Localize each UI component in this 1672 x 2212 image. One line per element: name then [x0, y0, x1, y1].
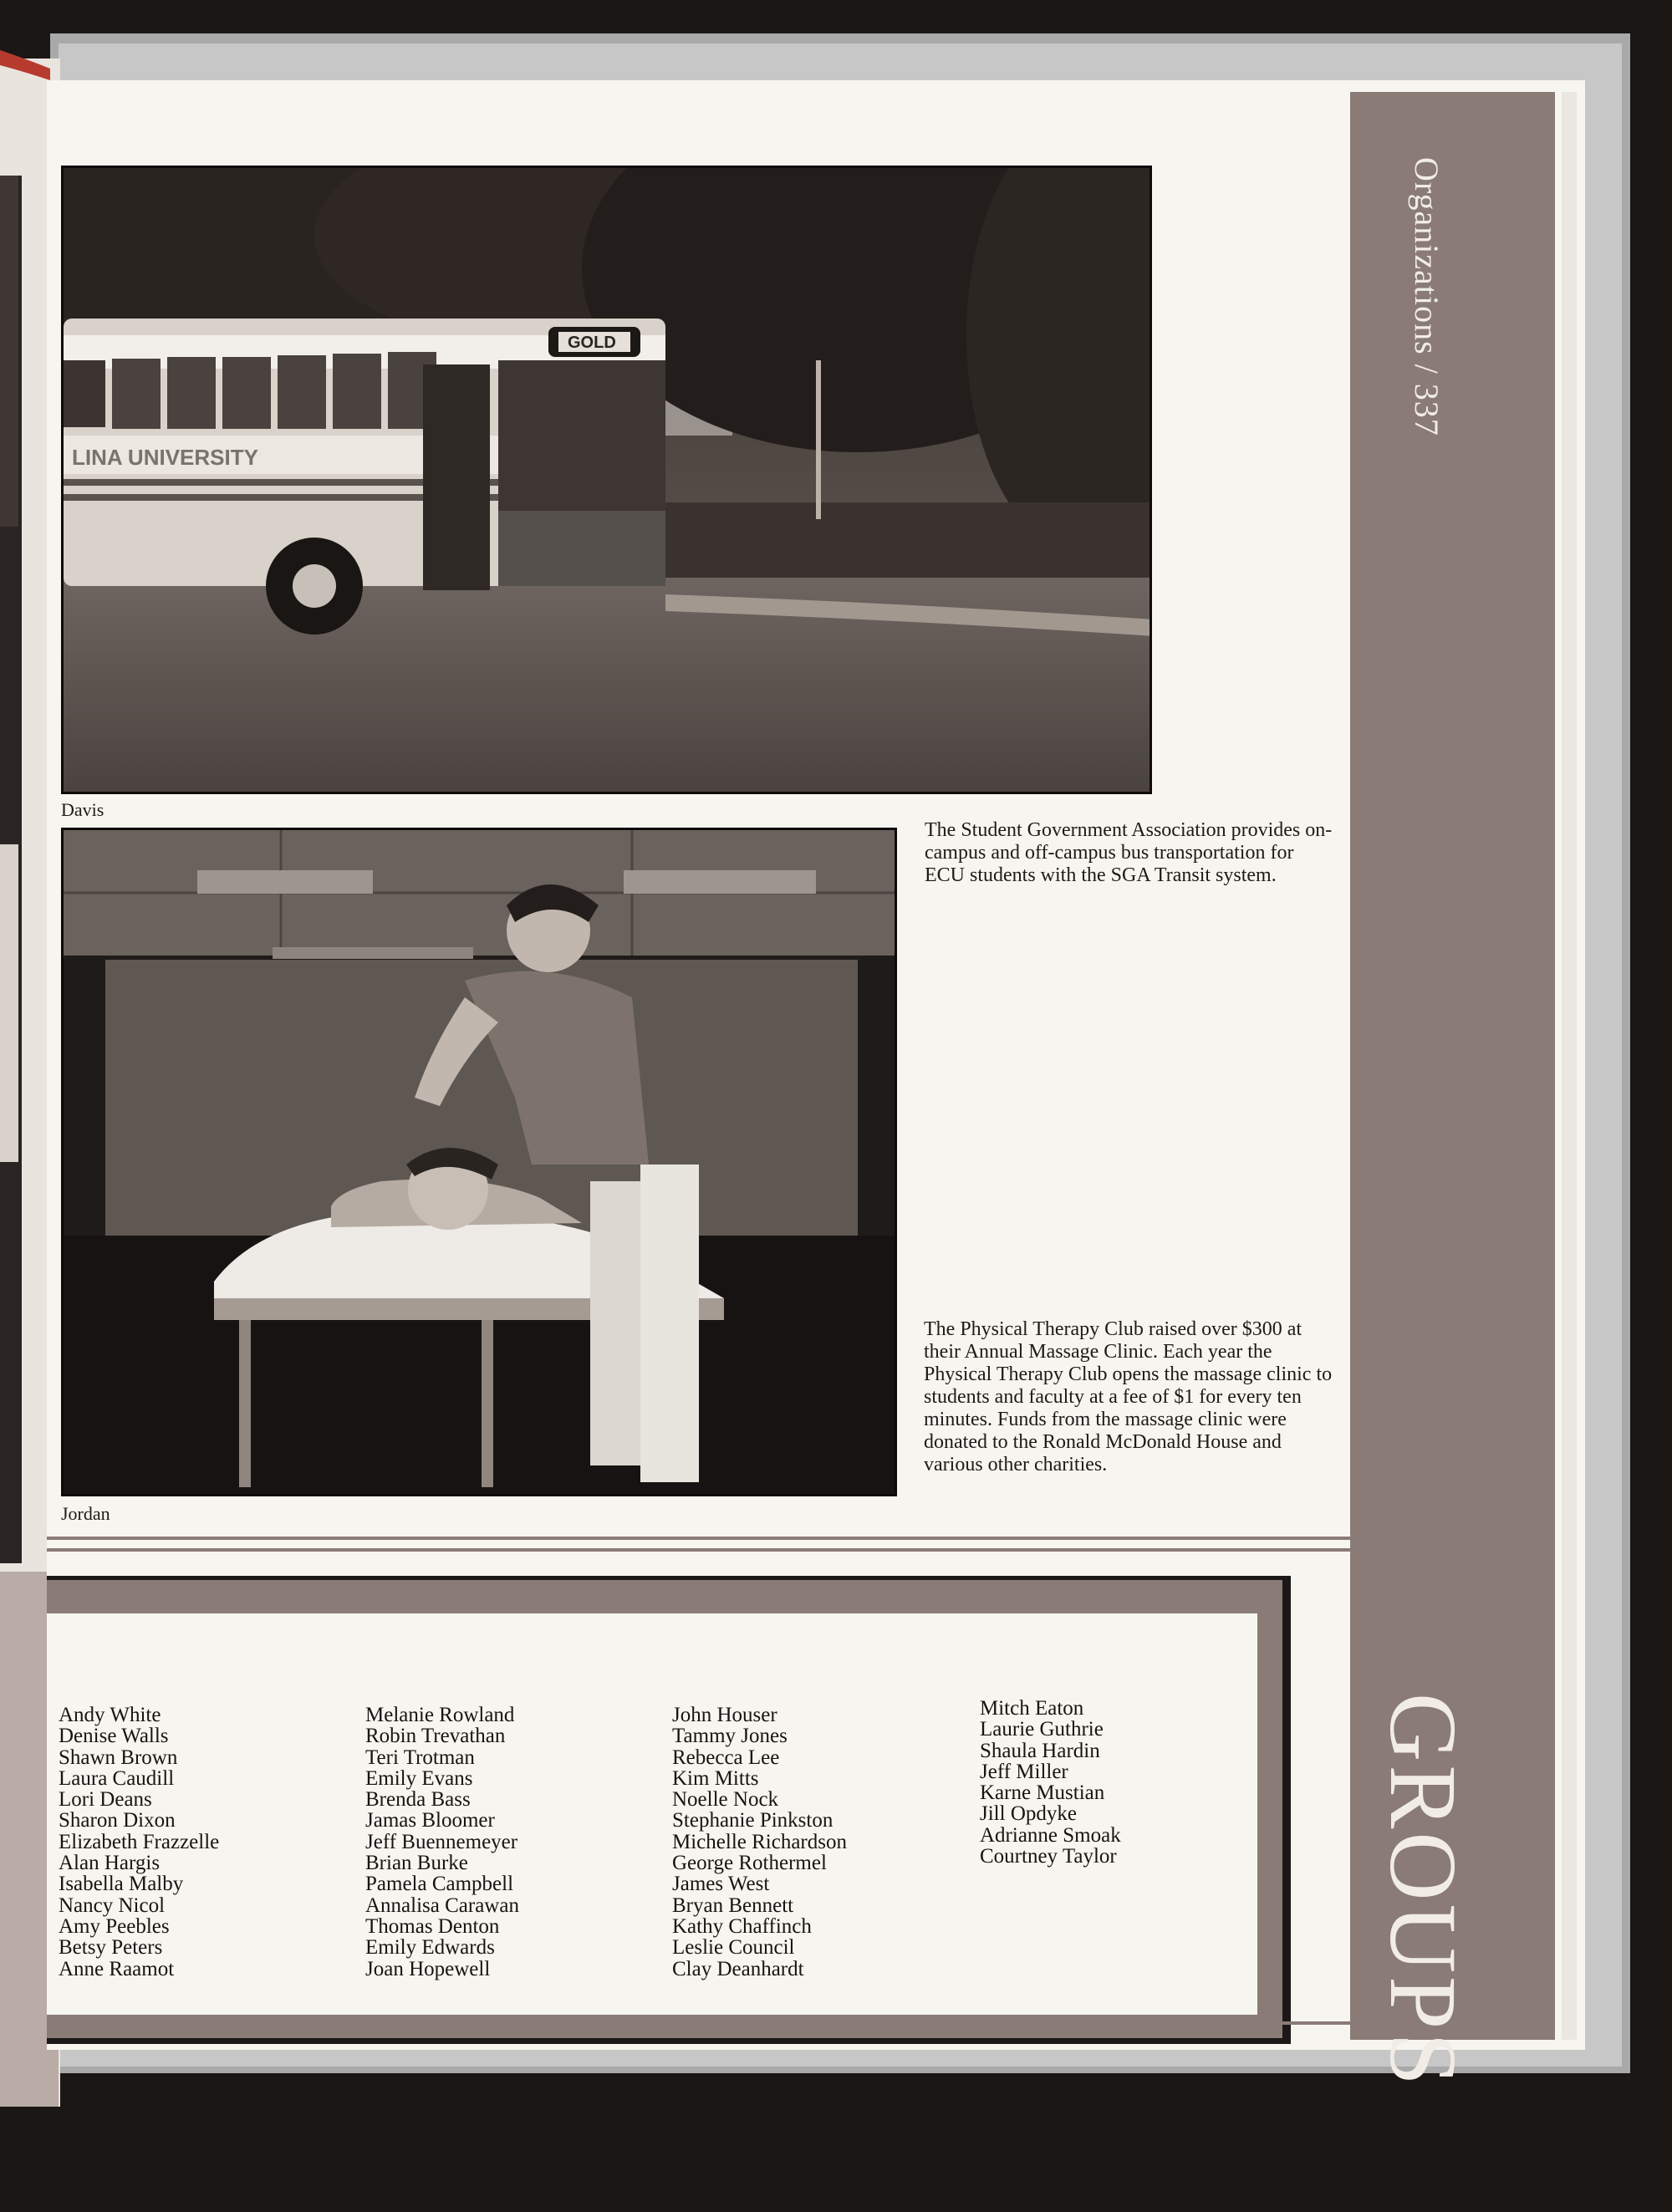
- member-name: Mitch Eaton: [980, 1697, 1084, 1720]
- groups-tab-heading: GROUPS: [1370, 1693, 1476, 2089]
- bus-photo: [61, 166, 1152, 794]
- photo-credit-davis: Davis: [61, 799, 104, 820]
- member-name: Joan Hopewell: [365, 1957, 491, 1980]
- member-name: Alan Hargis: [59, 1852, 161, 1875]
- member-name: Thomas Denton: [365, 1914, 500, 1938]
- member-name: John Houser: [672, 1704, 777, 1726]
- caption-massage: The Physical Therapy Club raised over $300 at their Annual Massage Clinic. Each year the Physical Therapy Club opens the massage clinic to students and faculty at a fee of $1 for every ten minutes. Funds from the massage clinic were donated to the Ronald McDonald House and various other charities.: [924, 1318, 1333, 1476]
- member-name: Jill Opdyke: [980, 1802, 1077, 1826]
- member-name: Brenda Bass: [365, 1788, 471, 1812]
- member-name: Kathy Chaffinch: [672, 1914, 812, 1938]
- member-name: Clay Deanhardt: [672, 1957, 804, 1980]
- member-name: Laura Caudill: [59, 1766, 175, 1790]
- member-name: Stephanie Pinkston: [672, 1809, 833, 1832]
- member-name: Karne Mustian: [980, 1781, 1105, 1805]
- member-name: Jamas Bloomer: [365, 1809, 495, 1832]
- member-name: Emily Evans: [365, 1766, 473, 1790]
- member-name: Leslie Council: [672, 1936, 795, 1960]
- member-name: James West: [672, 1873, 770, 1896]
- member-name: Emily Edwards: [365, 1936, 495, 1960]
- member-name: Jeff Buennemeyer: [365, 1830, 518, 1853]
- member-name: Andy White: [59, 1704, 161, 1726]
- member-name: Tammy Jones: [672, 1725, 788, 1748]
- member-name: Denise Walls: [59, 1725, 169, 1748]
- member-name: Betsy Peters: [59, 1936, 163, 1960]
- member-name: Noelle Nock: [672, 1788, 779, 1812]
- member-name: Kim Mitts: [672, 1766, 759, 1790]
- member-name: Isabella Malby: [59, 1873, 184, 1896]
- member-name: Melanie Rowland: [365, 1704, 515, 1726]
- member-name: Rebecca Lee: [672, 1746, 780, 1769]
- member-name: Shawn Brown: [59, 1746, 178, 1769]
- member-name: Teri Trotman: [365, 1746, 475, 1769]
- member-name: Nancy Nicol: [59, 1893, 166, 1917]
- page-section-label: Organizations / 337: [1408, 157, 1445, 436]
- member-name: Bryan Bennett: [672, 1893, 794, 1917]
- member-name: Sharon Dixon: [59, 1809, 176, 1832]
- member-names-col-4: [980, 1698, 1121, 1867]
- member-name: Pamela Campbell: [365, 1873, 514, 1896]
- member-name: Courtney Taylor: [980, 1845, 1117, 1868]
- bus-destination-sign: GOLD: [568, 334, 616, 352]
- member-name: Michelle Richardson: [672, 1830, 847, 1853]
- member-name: Amy Peebles: [59, 1914, 170, 1938]
- caption-bus: The Student Government Association provides on-campus and off-campus bus transportation for ECU students with the SGA Transit system.: [925, 819, 1333, 886]
- member-names-col-1: [59, 1705, 219, 1980]
- photo-credit-jordan: Jordan: [61, 1503, 110, 1524]
- member-names-col-2: [365, 1705, 519, 1980]
- member-name: George Rothermel: [672, 1852, 827, 1875]
- member-names-col-3: [672, 1705, 847, 1980]
- member-name: Adrianne Smoak: [980, 1823, 1121, 1847]
- member-name: Brian Burke: [365, 1852, 468, 1875]
- member-name: Robin Trevathan: [365, 1725, 506, 1748]
- member-name: Shaula Hardin: [980, 1739, 1100, 1762]
- massage-photo: [61, 828, 897, 1496]
- member-name: Elizabeth Frazzelle: [59, 1830, 220, 1853]
- member-name: Annalisa Carawan: [365, 1893, 519, 1917]
- member-name: Lori Deans: [59, 1788, 152, 1812]
- member-name: Laurie Guthrie: [980, 1718, 1104, 1741]
- member-name: Jeff Miller: [980, 1760, 1068, 1783]
- bus-side-text: LINA UNIVERSITY: [72, 445, 258, 470]
- member-name: Anne Raamot: [59, 1957, 175, 1980]
